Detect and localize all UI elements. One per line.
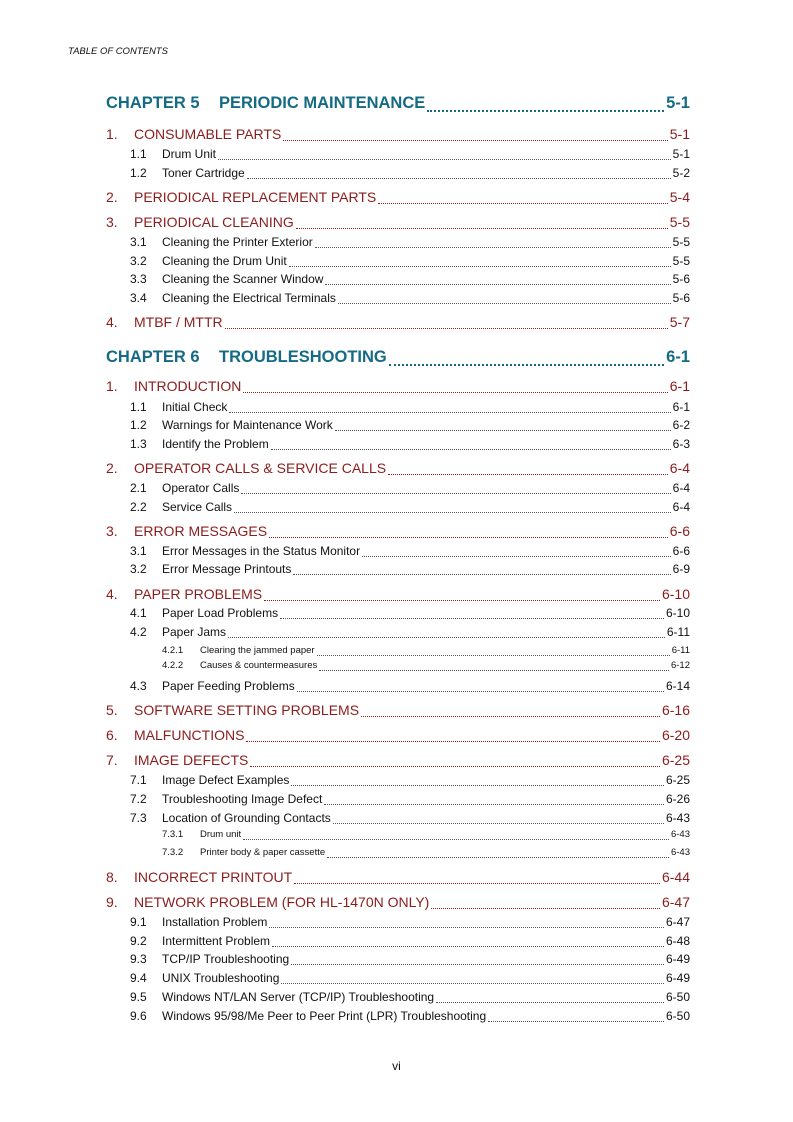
toc-entry-number: 7.3: [130, 811, 147, 825]
toc-entry-page: 5-1: [666, 94, 690, 112]
toc-entry-page: 6-10: [661, 586, 690, 602]
toc-entry-title: Cleaning the Drum Unit: [162, 254, 287, 268]
toc-entry-title: PERIODICAL CLEANING: [134, 214, 294, 230]
toc-entry-number: 1.1: [130, 400, 147, 414]
toc-dot-leader: [319, 670, 669, 671]
toc-entry-page: 5-7: [669, 314, 690, 330]
toc-entry-page: 6-12: [670, 660, 690, 671]
toc-entry-title: Printer body & paper cassette: [200, 847, 326, 858]
toc-entry-number: 2.1: [130, 481, 147, 495]
toc-entry-section[interactable]: [106, 752, 690, 770]
toc-entry-sub[interactable]: [130, 952, 690, 968]
toc-entry-title: Intermittent Problem: [162, 934, 271, 948]
page-number: vi: [392, 1059, 401, 1073]
toc-entry-title: Windows NT/LAN Server (TCP/IP) Troubleshooting: [162, 990, 435, 1004]
toc-dot-leader: [327, 857, 669, 858]
toc-entry-section[interactable]: [106, 523, 690, 541]
toc-dot-leader: [378, 203, 668, 204]
toc-entry-number: 6.: [106, 727, 118, 743]
toc-entry-page: 6-9: [672, 562, 690, 576]
toc-dot-leader: [388, 474, 668, 475]
toc-entry-number: 7.3.2: [162, 847, 184, 858]
toc-dot-leader: [338, 303, 671, 304]
toc-dot-leader: [218, 159, 671, 160]
toc-entry-number: 1.2: [130, 418, 147, 432]
toc-entry-title: UNIX Troubleshooting: [162, 971, 280, 985]
toc-dot-leader: [283, 140, 667, 141]
toc-entry-title: PAPER PROBLEMS: [134, 586, 263, 602]
toc-entry-number: 1.: [106, 126, 118, 142]
toc-entry-page: 5-6: [672, 272, 690, 286]
toc-entry-sub[interactable]: [130, 990, 690, 1006]
toc-entry-number: 3.3: [130, 272, 147, 286]
toc-dot-leader: [243, 839, 669, 840]
toc-entry-number: 1.: [106, 378, 118, 394]
toc-entry-number: 3.1: [130, 235, 147, 249]
toc-entry-title: Paper Feeding Problems: [162, 679, 295, 693]
toc-entry-section[interactable]: [106, 894, 690, 912]
toc-entry-title: Causes & countermeasures: [200, 660, 318, 671]
toc-dot-leader: [247, 178, 671, 179]
toc-entry-sub[interactable]: [130, 166, 690, 182]
toc-entry-subsub[interactable]: [162, 660, 690, 674]
toc-entry-title: Windows 95/98/Me Peer to Peer Print (LPR) Troubleshooting: [162, 1009, 487, 1023]
toc-entry-number: 9.: [106, 894, 118, 910]
toc-entry-number: 4.2.1: [162, 645, 184, 656]
toc-dot-leader: [234, 512, 671, 513]
toc-entry-sub[interactable]: [130, 1009, 690, 1025]
toc-entry-sub[interactable]: [130, 272, 690, 288]
toc-entry-title: Warnings for Maintenance Work: [162, 418, 333, 432]
toc-entry-title: INCORRECT PRINTOUT: [134, 869, 293, 885]
toc-entry-sub[interactable]: [130, 625, 690, 641]
toc-entry-number: 4.: [106, 314, 118, 330]
toc-entry-number: 2.: [106, 189, 118, 205]
toc-entry-page: 6-1: [669, 378, 690, 394]
toc-dot-leader: [324, 804, 664, 805]
toc-entry-page: 6-16: [661, 702, 690, 718]
toc-entry-page: 6-50: [665, 1009, 690, 1023]
toc-entry-page: 6-11: [671, 645, 690, 656]
toc-entry-chapter[interactable]: [106, 348, 690, 370]
toc-entry-title: Cleaning the Scanner Window: [162, 272, 324, 286]
toc-entry-title: MALFUNCTIONS: [134, 727, 245, 743]
toc-dot-leader: [333, 823, 664, 824]
toc-entry-title: Error Message Printouts: [162, 562, 292, 576]
toc-entry-title: MTBF / MTTR: [134, 314, 223, 330]
toc-entry-title: SOFTWARE SETTING PROBLEMS: [134, 702, 360, 718]
toc-dot-leader: [291, 964, 664, 965]
toc-entry-number: CHAPTER 5: [106, 94, 200, 112]
toc-entry-title: IMAGE DEFECTS: [134, 752, 249, 768]
toc-entry-page: 5-1: [669, 126, 690, 142]
toc-dot-leader: [250, 766, 660, 767]
toc-dot-leader: [243, 392, 667, 393]
toc-dot-leader: [325, 284, 670, 285]
toc-entry-page: 5-1: [672, 147, 690, 161]
toc-entry-subsub[interactable]: [162, 645, 690, 659]
toc-dot-leader: [289, 266, 671, 267]
toc-dot-leader: [488, 1021, 664, 1022]
toc-entry-title: Paper Jams: [162, 625, 227, 639]
toc-entry-number: 9.1: [130, 915, 147, 929]
toc-entry-page: 6-2: [672, 418, 690, 432]
toc-entry-page: 5-5: [672, 254, 690, 268]
toc-entry-number: 7.1: [130, 773, 147, 787]
toc-entry-title: Cleaning the Printer Exterior: [162, 235, 313, 249]
toc-entry-title: Image Defect Examples: [162, 773, 290, 787]
toc-entry-number: 9.2: [130, 934, 147, 948]
toc-entry-number: 3.1: [130, 544, 147, 558]
toc-entry-title: Paper Load Problems: [162, 606, 279, 620]
running-header: TABLE OF CONTENTS: [68, 46, 168, 57]
toc-entry-title: Drum unit: [200, 829, 242, 840]
toc-entry-number: 2.: [106, 460, 118, 476]
toc-dot-leader: [315, 247, 671, 248]
toc-entry-page: 6-14: [665, 679, 690, 693]
toc-entry-page: 6-20: [661, 727, 690, 743]
toc-entry-title: TCP/IP Troubleshooting: [162, 952, 290, 966]
toc-entry-page: 6-6: [672, 544, 690, 558]
toc-entry-number: 1.2: [130, 166, 147, 180]
toc-entry-title: NETWORK PROBLEM (FOR HL-1470N ONLY): [134, 894, 430, 910]
toc-entry-number: 3.4: [130, 291, 147, 305]
toc-entry-sub[interactable]: [130, 934, 690, 950]
toc-entry-sub[interactable]: [130, 418, 690, 434]
toc-entry-title: Toner Cartridge: [162, 166, 245, 180]
toc-dot-leader: [335, 430, 671, 431]
toc-dot-leader: [269, 927, 664, 928]
toc-dot-leader: [246, 741, 660, 742]
toc-dot-leader: [280, 618, 664, 619]
toc-entry-page: 6-4: [669, 460, 690, 476]
toc-entry-sub[interactable]: [130, 544, 690, 560]
toc-entry-sub[interactable]: [130, 235, 690, 251]
toc-entry-chapter[interactable]: [106, 94, 690, 116]
toc-entry-page: 6-25: [661, 752, 690, 768]
toc-entry-number: 1.1: [130, 147, 147, 161]
toc-entry-section[interactable]: [106, 189, 690, 207]
toc-entry-sub[interactable]: [130, 437, 690, 453]
toc-entry-section[interactable]: [106, 727, 690, 745]
toc-dot-leader: [269, 537, 668, 538]
toc-entry-title: Cleaning the Electrical Terminals: [162, 291, 336, 305]
toc-entry-sub[interactable]: [130, 481, 690, 497]
toc-dot-leader: [436, 1002, 664, 1003]
toc-entry-number: 3.2: [130, 562, 147, 576]
toc-entry-number: 9.5: [130, 990, 147, 1004]
toc-dot-leader: [389, 364, 664, 366]
toc-dot-leader: [291, 785, 664, 786]
toc-entry-page: 6-49: [665, 952, 690, 966]
toc-entry-page: 5-2: [672, 166, 690, 180]
toc-entry-number: 4.2: [130, 625, 147, 639]
toc-entry-title: PERIODIC MAINTENANCE: [219, 94, 426, 112]
toc-entry-page: 5-6: [672, 291, 690, 305]
toc-entry-sub[interactable]: [130, 679, 690, 695]
toc-entry-sub[interactable]: [130, 291, 690, 307]
toc-dot-leader: [427, 110, 664, 112]
toc-entry-number: 3.: [106, 523, 118, 539]
toc-entry-sub[interactable]: [130, 811, 690, 827]
toc-entry-sub[interactable]: [130, 400, 690, 416]
toc-dot-leader: [297, 691, 664, 692]
toc-entry-page: 6-6: [669, 523, 690, 539]
toc-entry-page: 6-4: [672, 500, 690, 514]
toc-dot-leader: [241, 493, 670, 494]
toc-entry-number: 2.2: [130, 500, 147, 514]
toc-entry-number: CHAPTER 6: [106, 348, 200, 366]
toc-entry-number: 9.3: [130, 952, 147, 966]
toc-entry-page: 5-4: [669, 189, 690, 205]
toc-entry-page: 6-44: [661, 869, 690, 885]
toc-entry-page: 6-47: [661, 894, 690, 910]
toc-entry-section[interactable]: [106, 702, 690, 720]
toc-entry-page: 6-50: [665, 990, 690, 1004]
toc-entry-page: 5-5: [672, 235, 690, 249]
toc-entry-number: 1.3: [130, 437, 147, 451]
toc-entry-section[interactable]: [106, 378, 690, 396]
toc-entry-section[interactable]: [106, 460, 690, 478]
toc-entry-page: 6-4: [672, 481, 690, 495]
toc-entry-subsub[interactable]: [162, 829, 690, 843]
toc-dot-leader: [362, 556, 671, 557]
toc-entry-sub[interactable]: [130, 773, 690, 789]
toc-entry-sub[interactable]: [130, 562, 690, 578]
toc-entry-page: 6-43: [670, 829, 690, 840]
toc-entry-subsub[interactable]: [162, 847, 690, 861]
toc-entry-sub[interactable]: [130, 147, 690, 163]
toc-entry-page: 6-1: [666, 348, 690, 366]
toc-entry-title: Identify the Problem: [162, 437, 269, 451]
toc-dot-leader: [294, 883, 660, 884]
toc-dot-leader: [281, 983, 664, 984]
toc-entry-title: Troubleshooting Image Defect: [162, 792, 323, 806]
toc-dot-leader: [228, 637, 665, 638]
toc-entry-section[interactable]: [106, 126, 690, 144]
toc-entry-title: INTRODUCTION: [134, 378, 242, 394]
toc-entry-number: 5.: [106, 702, 118, 718]
toc-entry-number: 4.2.2: [162, 660, 184, 671]
toc-entry-page: 6-49: [665, 971, 690, 985]
toc-entry-page: 6-43: [670, 847, 690, 858]
toc-entry-sub[interactable]: [130, 500, 690, 516]
toc-entry-page: 6-26: [665, 792, 690, 806]
toc-entry-title: ERROR MESSAGES: [134, 523, 268, 539]
toc-entry-number: 7.3.1: [162, 829, 184, 840]
toc-entry-title: Drum Unit: [162, 147, 217, 161]
toc-entry-number: 7.: [106, 752, 118, 768]
toc-entry-number: 4.: [106, 586, 118, 602]
toc-entry-page: 6-10: [665, 606, 690, 620]
toc-dot-leader: [296, 228, 668, 229]
toc-entry-section[interactable]: [106, 586, 690, 604]
toc-entry-title: Installation Problem: [162, 915, 268, 929]
toc-entry-number: 3.: [106, 214, 118, 230]
toc-entry-title: Initial Check: [162, 400, 228, 414]
toc-entry-page: 6-25: [665, 773, 690, 787]
toc-dot-leader: [225, 328, 668, 329]
toc-dot-leader: [293, 574, 670, 575]
toc-dot-leader: [271, 449, 671, 450]
toc-entry-number: 4.1: [130, 606, 147, 620]
toc-entry-number: 3.2: [130, 254, 147, 268]
toc-entry-page: 6-11: [666, 625, 690, 639]
toc-entry-page: 6-43: [665, 811, 690, 825]
toc-dot-leader: [229, 412, 670, 413]
toc-dot-leader: [272, 946, 664, 947]
toc-entry-page: 6-47: [665, 915, 690, 929]
toc-entry-sub[interactable]: [130, 606, 690, 622]
toc-entry-title: Location of Grounding Contacts: [162, 811, 331, 825]
toc-dot-leader: [317, 655, 670, 656]
toc-dot-leader: [431, 908, 660, 909]
toc-entry-number: 9.6: [130, 1009, 147, 1023]
toc-dot-leader: [361, 716, 660, 717]
toc-entry-number: 8.: [106, 869, 118, 885]
toc-entry-number: 4.3: [130, 679, 147, 693]
toc-entry-title: OPERATOR CALLS & SERVICE CALLS: [134, 460, 387, 476]
toc-entry-page: 5-5: [669, 214, 690, 230]
toc-entry-number: 7.2: [130, 792, 147, 806]
toc-entry-title: Clearing the jammed paper: [200, 645, 315, 656]
toc-entry-title: CONSUMABLE PARTS: [134, 126, 282, 142]
toc-entry-sub[interactable]: [130, 971, 690, 987]
toc-entry-section[interactable]: [106, 869, 690, 887]
toc-entry-title: TROUBLESHOOTING: [219, 348, 387, 366]
toc-entry-section[interactable]: [106, 214, 690, 232]
toc-entry-section[interactable]: [106, 314, 690, 332]
toc-entry-sub[interactable]: [130, 915, 690, 931]
toc-dot-leader: [264, 600, 660, 601]
toc-entry-page: 6-48: [665, 934, 690, 948]
toc-entry-sub[interactable]: [130, 792, 690, 808]
toc-entry-sub[interactable]: [130, 254, 690, 270]
toc-entry-page: 6-3: [672, 437, 690, 451]
toc-entry-number: 9.4: [130, 971, 147, 985]
toc-entry-title: Service Calls: [162, 500, 233, 514]
toc-entry-page: 6-1: [672, 400, 690, 414]
toc-entry-title: Error Messages in the Status Monitor: [162, 544, 361, 558]
toc-entry-title: Operator Calls: [162, 481, 240, 495]
toc-entry-title: PERIODICAL REPLACEMENT PARTS: [134, 189, 377, 205]
